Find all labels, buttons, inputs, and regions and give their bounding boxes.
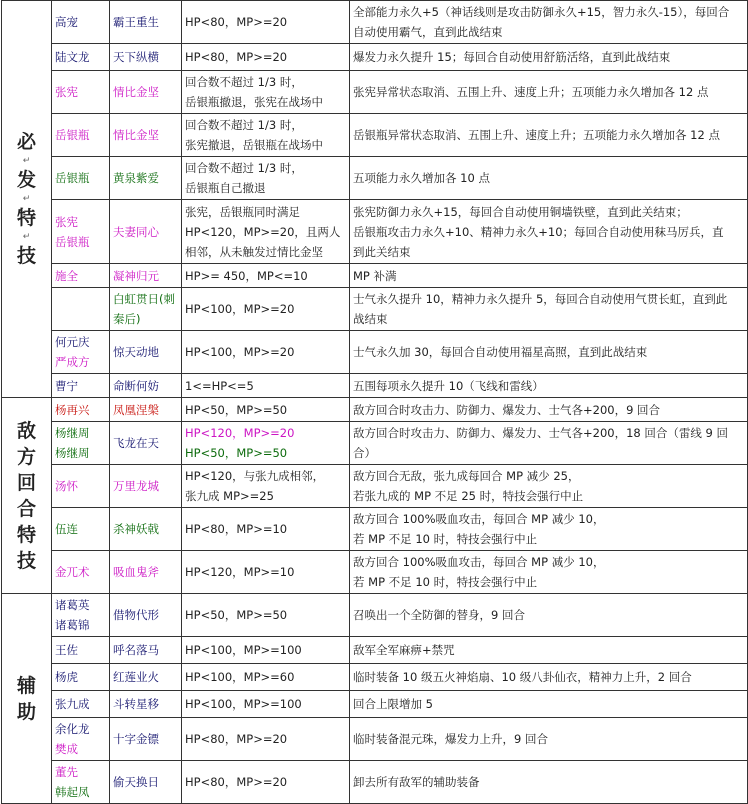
character-cell bbox=[52, 1, 110, 44]
table-row bbox=[2, 398, 748, 422]
skill-name-cell bbox=[110, 44, 182, 71]
cell-line: 敌方回合无敌，张九成每回合 MP 减少 25， bbox=[353, 469, 580, 483]
cell-line: 召唤出一个全防御的替身，9 回合 bbox=[353, 608, 525, 622]
cell-line: 岳银瓶自己撤退 bbox=[185, 181, 266, 195]
cell-line: 回合数不超过 1/3 时， bbox=[185, 161, 303, 175]
condition-cell bbox=[182, 374, 350, 398]
cell-line: 韩起凤 bbox=[55, 785, 90, 799]
table-row bbox=[2, 288, 748, 331]
condition-cell bbox=[182, 637, 350, 664]
character-cell bbox=[52, 691, 110, 718]
table-row bbox=[2, 465, 748, 508]
condition-cell bbox=[182, 465, 350, 508]
cell-line: 若 MP 不足 10 时，特技会强行中止 bbox=[353, 575, 538, 589]
effect-cell bbox=[350, 1, 748, 44]
cell-line: HP<120，MP>=10 bbox=[185, 565, 295, 579]
category-char: 助 bbox=[16, 700, 36, 723]
condition-cell bbox=[182, 264, 350, 288]
skill-name: 红莲业火 bbox=[113, 670, 159, 684]
cell-line: 张宪异常状态取消、五围上升、速度上升；五项能力永久增加各 12 点 bbox=[353, 85, 709, 99]
skill-name-cell bbox=[110, 331, 182, 374]
effect-cell bbox=[350, 331, 748, 374]
skill-name-cell bbox=[110, 114, 182, 157]
skill-name-cell bbox=[110, 1, 182, 44]
cell-line: 汤怀 bbox=[55, 479, 78, 493]
skill-name: 斗转星移 bbox=[113, 697, 159, 711]
cell-line: HP<50，MP>=50 bbox=[185, 608, 288, 622]
cell-line: HP<100，MP>=20 bbox=[185, 345, 295, 359]
effect-cell bbox=[350, 637, 748, 664]
cell-line: 爆发力永久提升 15；每回合自动使用舒筋活络，直到此战结束 bbox=[353, 50, 671, 64]
category-char: 方 bbox=[16, 445, 36, 468]
condition-cell bbox=[182, 551, 350, 594]
skill-name: 命断何妨 bbox=[113, 378, 159, 393]
condition-cell bbox=[182, 200, 350, 264]
category-char: 特 bbox=[16, 523, 36, 546]
cell-line: HP<80，MP>=20 bbox=[185, 50, 288, 64]
return-mark: ↵ bbox=[22, 232, 31, 242]
condition-cell bbox=[182, 157, 350, 200]
cell-line: 岳银瓶 bbox=[55, 234, 90, 249]
skill-name-cell bbox=[110, 465, 182, 508]
cell-line: 严成方 bbox=[55, 355, 90, 369]
cell-line: MP 补满 bbox=[353, 268, 397, 283]
skill-name-cell bbox=[110, 398, 182, 422]
cell-line: 临时装备 10 级五火神焰扇、10 级八卦仙衣，精神力上升，2 回合 bbox=[353, 670, 692, 684]
cell-line: 张宪 bbox=[55, 214, 78, 229]
effect-cell bbox=[350, 691, 748, 718]
effect-cell bbox=[350, 71, 748, 114]
effect-cell bbox=[350, 422, 748, 465]
character-cell bbox=[52, 71, 110, 114]
skill-name-cell bbox=[110, 664, 182, 691]
character-cell bbox=[52, 264, 110, 288]
category-char: 技 bbox=[16, 549, 36, 572]
skill-name: 夫妻同心 bbox=[113, 224, 159, 239]
character-cell bbox=[52, 761, 110, 804]
cell-line: HP<50，MP>=50 bbox=[185, 446, 288, 460]
skill-name-cell bbox=[110, 288, 182, 331]
table-row bbox=[2, 264, 748, 288]
cell-line: 岳银瓶 bbox=[55, 171, 90, 185]
skill-name: 白虹贯日(刺秦后) bbox=[113, 292, 175, 326]
skill-name: 呼名落马 bbox=[113, 643, 159, 657]
cell-line: 岳银瓶 bbox=[55, 128, 90, 142]
cell-line: 合） bbox=[353, 446, 376, 460]
cell-line: 高宠 bbox=[55, 15, 78, 29]
cell-line: 伍连 bbox=[55, 522, 78, 536]
skill-name: 霸王重生 bbox=[113, 15, 159, 29]
character-cell bbox=[52, 288, 110, 331]
cell-line: 张宪防御力永久+15，每回合自动使用铜墙铁壁，直到此关结束； bbox=[353, 204, 688, 219]
cell-line: 五围每项永久提升 10（飞线和雷线） bbox=[353, 378, 544, 393]
cell-line: 岳银瓶攻击力永久+10、精神力永久+10；每回合自动使用秣马厉兵，直 bbox=[353, 224, 724, 239]
cell-line: HP<80，MP>=20 bbox=[185, 732, 288, 746]
skill-name: 黄泉紫爱 bbox=[113, 171, 159, 185]
skill-name: 借物代形 bbox=[113, 608, 159, 622]
condition-cell bbox=[182, 288, 350, 331]
cell-line: HP<80，MP>=20 bbox=[185, 15, 288, 29]
skill-name-cell bbox=[110, 71, 182, 114]
cell-line: HP<120，MP>=20，且两人 bbox=[185, 224, 341, 239]
skill-name-cell bbox=[110, 691, 182, 718]
effect-cell bbox=[350, 664, 748, 691]
table-row bbox=[2, 551, 748, 594]
effect-cell bbox=[350, 508, 748, 551]
condition-cell bbox=[182, 114, 350, 157]
effect-cell bbox=[350, 374, 748, 398]
character-cell bbox=[52, 200, 110, 264]
cell-line: 自动使用霸气，直到此战结束 bbox=[353, 25, 503, 39]
character-cell bbox=[52, 718, 110, 761]
skill-name-cell bbox=[110, 200, 182, 264]
skill-name-cell bbox=[110, 637, 182, 664]
effect-cell bbox=[350, 594, 748, 637]
skill-name-cell bbox=[110, 157, 182, 200]
skill-name: 情比金坚 bbox=[113, 128, 159, 142]
table-row bbox=[2, 331, 748, 374]
character-cell bbox=[52, 331, 110, 374]
skill-name: 吸血鬼斧 bbox=[113, 565, 159, 579]
cell-line: 回合数不超过 1/3 时， bbox=[185, 75, 303, 89]
table-row bbox=[2, 761, 748, 804]
category-char: 合 bbox=[16, 497, 36, 520]
effect-cell bbox=[350, 44, 748, 71]
character-cell bbox=[52, 157, 110, 200]
cell-line: 岳银瓶撤退，张宪在战场中 bbox=[185, 95, 323, 109]
category-char: 技 bbox=[16, 245, 36, 267]
condition-cell bbox=[182, 664, 350, 691]
cell-line: 杨再兴 bbox=[55, 402, 90, 417]
cell-line: 王佐 bbox=[55, 643, 78, 657]
effect-cell bbox=[350, 761, 748, 804]
cell-line: 士气永久加 30，每回合自动使用福星高照，直到此战结束 bbox=[353, 345, 648, 359]
character-cell bbox=[52, 465, 110, 508]
return-mark: ↵ bbox=[22, 156, 31, 166]
character-cell bbox=[52, 398, 110, 422]
return-mark: ↵ bbox=[22, 194, 31, 204]
table-row bbox=[2, 664, 748, 691]
condition-cell bbox=[182, 594, 350, 637]
skill-name-cell bbox=[110, 374, 182, 398]
cell-line: 若 MP 不足 10 时，特技会强行中止 bbox=[353, 532, 538, 546]
skill-name: 凝神归元 bbox=[113, 268, 159, 283]
cell-line: HP<100，MP>=20 bbox=[185, 302, 295, 316]
character-cell bbox=[52, 422, 110, 465]
skill-table bbox=[1, 0, 748, 804]
cell-line: 敌军全军麻痹+禁咒 bbox=[353, 643, 455, 657]
table-row bbox=[2, 71, 748, 114]
skill-name: 惊天动地 bbox=[113, 345, 159, 359]
character-cell bbox=[52, 44, 110, 71]
cell-line: 回合上限增加 5 bbox=[353, 697, 433, 711]
cell-line: 卸去所有敌军的辅助装备 bbox=[353, 775, 480, 789]
character-cell bbox=[52, 374, 110, 398]
category-char: 回 bbox=[16, 471, 36, 494]
skill-name-cell bbox=[110, 594, 182, 637]
cell-line: HP<80，MP>=20 bbox=[185, 775, 288, 789]
cell-line: 曹宁 bbox=[55, 378, 78, 393]
cell-line: 若张九成的 MP 不足 25 时，特技会强行中止 bbox=[353, 489, 584, 503]
table-row bbox=[2, 422, 748, 465]
table-row bbox=[2, 637, 748, 664]
effect-cell bbox=[350, 157, 748, 200]
character-cell bbox=[52, 508, 110, 551]
cell-line: HP>= 450，MP<=10 bbox=[185, 268, 308, 283]
character-cell bbox=[52, 114, 110, 157]
skill-name: 万里龙城 bbox=[113, 479, 159, 493]
category-char: 发 bbox=[16, 169, 36, 191]
cell-line: HP<80，MP>=10 bbox=[185, 522, 288, 536]
table-row bbox=[2, 594, 748, 637]
category-cell-fuzhu bbox=[2, 594, 52, 804]
cell-line: 董先 bbox=[55, 765, 78, 779]
condition-cell bbox=[182, 398, 350, 422]
cell-line: 杨继周 bbox=[55, 426, 90, 440]
table-row bbox=[2, 508, 748, 551]
effect-cell bbox=[350, 264, 748, 288]
condition-cell bbox=[182, 71, 350, 114]
cell-line: 诸葛锦 bbox=[55, 618, 90, 632]
cell-line: 到此关结束 bbox=[353, 244, 411, 259]
cell-line: 张宪，岳银瓶同时满足 bbox=[185, 204, 300, 219]
condition-cell bbox=[182, 331, 350, 374]
condition-cell bbox=[182, 422, 350, 465]
cell-line: 何元庆 bbox=[55, 335, 90, 349]
effect-cell bbox=[350, 465, 748, 508]
table-row bbox=[2, 114, 748, 157]
cell-line: 士气永久提升 10，精神力永久提升 5，每回合自动使用气贯长虹，直到此 bbox=[353, 292, 728, 306]
cell-line: 张九成 MP>=25 bbox=[185, 489, 274, 503]
cell-line: 敌方回合 100%吸血攻击，每回合 MP 减少 10， bbox=[353, 555, 605, 569]
table-row bbox=[2, 44, 748, 71]
category-cell-difang bbox=[2, 398, 52, 594]
cell-line: 临时装备混元珠，爆发力上升，9 回合 bbox=[353, 732, 548, 746]
cell-line: 敌方回合时攻击力、防御力、爆发力、士气各+200，9 回合 bbox=[353, 402, 661, 417]
condition-cell bbox=[182, 1, 350, 44]
cell-line: 战结束 bbox=[353, 312, 388, 326]
cell-line: 张九成 bbox=[55, 697, 90, 711]
effect-cell bbox=[350, 398, 748, 422]
cell-line: 相邻，从未触发过情比金坚 bbox=[185, 244, 323, 259]
skill-name: 杀神妖戟 bbox=[113, 522, 159, 536]
table-row bbox=[2, 691, 748, 718]
category-char: 敌 bbox=[16, 419, 36, 442]
cell-line: HP<50，MP>=50 bbox=[185, 402, 288, 417]
skill-name-cell bbox=[110, 508, 182, 551]
category-char: 辅 bbox=[16, 674, 36, 697]
cell-line: 五项能力永久增加各 10 点 bbox=[353, 171, 490, 185]
cell-line: HP<120，MP>=20 bbox=[185, 426, 295, 440]
category-cell-bifa bbox=[2, 1, 52, 398]
cell-line: HP<120，与张九成相邻， bbox=[185, 469, 325, 483]
table-row bbox=[2, 1, 748, 44]
condition-cell bbox=[182, 44, 350, 71]
cell-line: 回合数不超过 1/3 时， bbox=[185, 118, 303, 132]
skill-name-cell bbox=[110, 264, 182, 288]
effect-cell bbox=[350, 200, 748, 264]
cell-line: 张宪 bbox=[55, 85, 78, 99]
condition-cell bbox=[182, 691, 350, 718]
table-row bbox=[2, 200, 748, 264]
cell-line: 敌方回合时攻击力、防御力、爆发力、士气各+200，18 回合（雷线 9 回 bbox=[353, 426, 728, 440]
cell-line: 陆文龙 bbox=[55, 50, 90, 64]
table-row bbox=[2, 718, 748, 761]
cell-line: 金兀术 bbox=[55, 565, 90, 579]
skill-name: 情比金坚 bbox=[113, 85, 159, 99]
character-cell bbox=[52, 664, 110, 691]
skill-name: 偷天换日 bbox=[113, 775, 159, 789]
skill-name-cell bbox=[110, 718, 182, 761]
cell-line: 余化龙 bbox=[55, 722, 90, 736]
condition-cell bbox=[182, 508, 350, 551]
effect-cell bbox=[350, 288, 748, 331]
character-cell bbox=[52, 551, 110, 594]
skill-name-cell bbox=[110, 551, 182, 594]
character-cell bbox=[52, 637, 110, 664]
cell-line: 诸葛英 bbox=[55, 598, 90, 612]
cell-line: 敌方回合 100%吸血攻击，每回合 MP 减少 10， bbox=[353, 512, 605, 526]
cell-line: 杨虎 bbox=[55, 670, 78, 684]
cell-line: 1<=HP<=5 bbox=[185, 378, 254, 393]
effect-cell bbox=[350, 114, 748, 157]
effect-cell bbox=[350, 718, 748, 761]
cell-line: 张宪撤退，岳银瓶在战场中 bbox=[185, 138, 323, 152]
table-row bbox=[2, 374, 748, 398]
cell-line: 杨继周 bbox=[55, 446, 90, 460]
skill-name: 十字金镖 bbox=[113, 732, 159, 746]
skill-name-cell bbox=[110, 422, 182, 465]
character-cell bbox=[52, 594, 110, 637]
cell-line: HP<100，MP>=100 bbox=[185, 643, 302, 657]
cell-line: 樊成 bbox=[55, 742, 78, 756]
skill-name: 天下纵横 bbox=[113, 50, 159, 64]
category-char: 特 bbox=[16, 207, 36, 229]
skill-name: 飞龙在天 bbox=[113, 436, 159, 450]
skill-name-cell bbox=[110, 761, 182, 804]
cell-line: 施全 bbox=[55, 268, 78, 283]
cell-line: HP<100，MP>=60 bbox=[185, 670, 295, 684]
table-row bbox=[2, 157, 748, 200]
condition-cell bbox=[182, 761, 350, 804]
condition-cell bbox=[182, 718, 350, 761]
cell-line: 全部能力永久+5（神话线则是攻击防御永久+15，智力永久-15），每回合 bbox=[353, 5, 730, 19]
cell-line: 岳银瓶异常状态取消、五围上升、速度上升；五项能力永久增加各 12 点 bbox=[353, 128, 720, 142]
category-char: 必 bbox=[16, 131, 36, 153]
cell-line: HP<100，MP>=100 bbox=[185, 697, 302, 711]
effect-cell bbox=[350, 551, 748, 594]
skill-name: 凤凰涅槃 bbox=[113, 402, 159, 417]
